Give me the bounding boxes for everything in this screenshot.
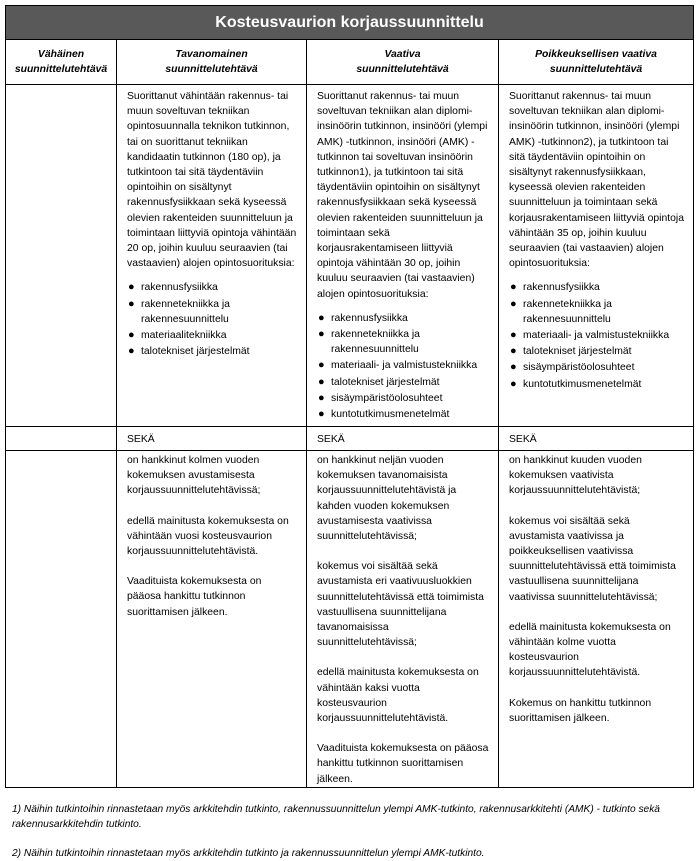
bullet-icon: ● xyxy=(128,297,135,310)
list-item: ● sisäympäristöolosuhteet xyxy=(509,360,685,375)
requirement-cell-poikkeuksellisen-vaativa xyxy=(499,85,694,427)
list-item: ● sisäympäristöolosuhteet xyxy=(317,391,490,406)
list-item: ● rakennetekniikka ja rakennesuunnittelu xyxy=(510,297,612,325)
experience-text: kokemus voi sisältää sekä avustamista eri vaativuusluokkien suunnittelutehtävissä että toimimista vastuullisena suunnittelijana tavanomaisissa suunnittelutehtävissä; xyxy=(317,561,484,649)
requirement-text: Suorittanut rakennus- tai muun soveltuvan tekniikan alan diplomi-insinöörin tutkinnon, insinööri (ylempi AMK) -tutkinnon, insinööri (AMK) -tutkinnon tai soveltuvan insinöörin tutkinnon1), ja tutkintoon tai sitä täydentäviin opintoihin on sisältynyt rakennusfysiikkaan sekä kyseessä olevien rakenteiden suunnitteluun ja toimintaan sekä korjausrakentamiseen liittyviä opintoja vähintään 30 op, joihin kuuluu seuraavien (tai vastaavien) alojen opintosuorituksia: xyxy=(317,91,488,300)
experience-text: on hankkinut neljän vuoden kokemuksen tavanomaisista korjaussuunnittelutehtävistä ja kahden vuoden kokemuksen avustamisesta vaativissa suunnittelutehtävissä; xyxy=(317,455,457,543)
column-header-label: Poikkeuksellisen vaativa suunnittelutehtävä xyxy=(535,48,657,75)
seka-label: SEKÄ xyxy=(307,427,499,451)
table-row-requirements xyxy=(6,85,694,427)
column-header-vahainen xyxy=(6,40,117,85)
column-header-vaativa xyxy=(307,40,499,85)
requirement-cell-tavanomainen xyxy=(117,85,307,427)
qualification-table xyxy=(5,5,694,788)
experience-text: edellä mainitusta kokemuksesta on vähintään vuosi kosteusvaurion korjaussuunnittelutehtävistä. xyxy=(127,515,289,558)
bullet-icon: ● xyxy=(128,281,135,294)
bullet-icon: ● xyxy=(128,345,135,358)
bullet-icon: ● xyxy=(510,361,517,374)
bullet-icon: ● xyxy=(318,359,325,372)
empty-cell xyxy=(6,451,117,788)
bullet-icon: ● xyxy=(318,375,325,388)
list-item: ● materiaalitekniikka xyxy=(127,328,298,343)
experience-text: kokemus voi sisältää sekä avustamista vaativissa ja poikkeuksellisen vaativissa suunnittelutehtävissä että toimimista vastuullisena suunnittelijana vaativissa suunnittelutehtävissä; xyxy=(509,515,676,603)
experience-text: edellä mainitusta kokemuksesta on vähintään kaksi vuotta kosteusvaurion korjaussuunnittelutehtävistä. xyxy=(317,667,479,725)
empty-cell xyxy=(6,427,117,451)
table-row-experience xyxy=(6,451,694,788)
list-item: ● talotekniset järjestelmät xyxy=(127,344,298,359)
list-item: ● rakennetekniikka ja rakennesuunnittelu xyxy=(128,297,230,325)
list-item: ● kuntotutkimusmenetelmät xyxy=(317,407,490,422)
experience-text: Vaadituista kokemuksesta on pääosa hankittu tutkinnon suorittamisen jälkeen. xyxy=(317,743,489,785)
bullet-icon: ● xyxy=(510,377,517,390)
column-header-label: Vaativa suunnittelutehtävä xyxy=(356,48,449,75)
seka-label: SEKÄ xyxy=(499,427,694,451)
column-header-label: Tavanomainen suunnittelutehtävä xyxy=(165,48,258,75)
experience-text: on hankkinut kolmen vuoden kokemuksen avustamisesta korjaussuunnittelutehtävissä; xyxy=(127,455,261,497)
experience-cell-tavanomainen xyxy=(117,451,307,788)
list-item: ● materiaali- ja valmistustekniikka xyxy=(317,358,490,373)
requirement-text: Suorittanut vähintään rakennus- tai muun soveltuvan tekniikan opintosuunnalla teknikon tutkinnon, tai on suorittanut tekniikan kandidaatin tutkinnon (180 op), ja tutkintoon tai sitä täydentäviin opintoihin on sisältynyt rakennusfysiikkaan sekä kyseessä olevien rakenteiden suunnitteluun ja toimintaan liittyviä opintoja vähintään 20 op, joihin kuuluu seuraavien (tai vastaavien) alojen opintosuorituksia: xyxy=(127,91,297,270)
subject-list xyxy=(317,311,490,422)
bullet-icon: ● xyxy=(318,391,325,404)
bullet-icon: ● xyxy=(510,345,517,358)
experience-text: on hankkinut kuuden vuoden kokemuksen vaativista korjaussuunnittelutehtävistä; xyxy=(509,455,642,497)
experience-text: Kokemus on hankittu tutkinnon suorittamisen jälkeen. xyxy=(509,697,652,724)
experience-text: edellä mainitusta kokemuksesta on vähintään kolme vuotta kosteusvaurion korjaussuunnittelutehtävistä. xyxy=(509,621,671,679)
seka-label: SEKÄ xyxy=(117,427,307,451)
bullet-icon: ● xyxy=(510,329,517,342)
experience-cell-vaativa xyxy=(307,451,499,788)
subject-list xyxy=(127,280,298,359)
requirement-text: Suorittanut rakennus- tai muun soveltuvan tekniikan alan diplomi-insinöörin tutkinnon, insinööri (ylempi AMK) -tutkinnon2), ja tutkintoon tai sitä täydentäviin opintoihin on sisältynyt rakennusfysiikkaan, kyseessä olevien rakenteiden suunnitteluun ja toimintaan sekä korjausrakentamiseen liittyviä opintoja vähintään 35 op, joihin kuuluu seuraavien (tai vastaavien) alojen opintosuorituksia: xyxy=(509,91,684,270)
bullet-icon: ● xyxy=(510,281,517,294)
subject-list xyxy=(509,280,685,391)
table-row-seka xyxy=(6,427,694,451)
list-item: ● talotekniset järjestelmät xyxy=(509,344,685,359)
bullet-icon: ● xyxy=(318,328,325,341)
list-item: ● kuntotutkimusmenetelmät xyxy=(509,377,685,392)
requirement-cell-vaativa xyxy=(307,85,499,427)
column-header-label: Vähäinen suunnittelutehtävä xyxy=(14,48,108,75)
bullet-icon: ● xyxy=(318,311,325,324)
table-title: Kosteusvaurion korjaussuunnittelu xyxy=(6,6,694,40)
column-header-tavanomainen xyxy=(117,40,307,85)
list-item: ● talotekniset järjestelmät xyxy=(317,375,490,390)
list-item: ● rakennusfysiikka xyxy=(317,311,490,326)
column-header-poikkeuksellisen-vaativa xyxy=(499,40,694,85)
list-item: ● rakennusfysiikka xyxy=(127,280,298,295)
footnote-1: 1) Näihin tutkintoihin rinnastetaan myös arkkitehdin tutkinto, rakennussuunnittelun ylempi AMK-tutkinto, rakennusarkkitehti (AMK) - tutkinto sekä rakennusarkkitehdin tutkinto. xyxy=(12,804,660,830)
bullet-icon: ● xyxy=(318,408,325,421)
bullet-icon: ● xyxy=(510,297,517,310)
footnote-2: 2) Näihin tutkintoihin rinnastetaan myös arkkitehdin tutkinto ja rakennussuunnittelun ylempi AMK-tutkinto. xyxy=(12,848,485,859)
list-item: ● rakennusfysiikka xyxy=(509,280,685,295)
experience-text: Vaadituista kokemuksesta on pääosa hankittu tutkinnon suorittamisen jälkeen. xyxy=(127,576,262,618)
bullet-icon: ● xyxy=(128,329,135,342)
list-item: ● rakennetekniikka ja rakennesuunnittelu xyxy=(318,328,420,356)
empty-cell xyxy=(6,85,117,427)
list-item: ● materiaali- ja valmistustekniikka xyxy=(509,328,685,343)
experience-cell-poikkeuksellisen-vaativa xyxy=(499,451,694,788)
